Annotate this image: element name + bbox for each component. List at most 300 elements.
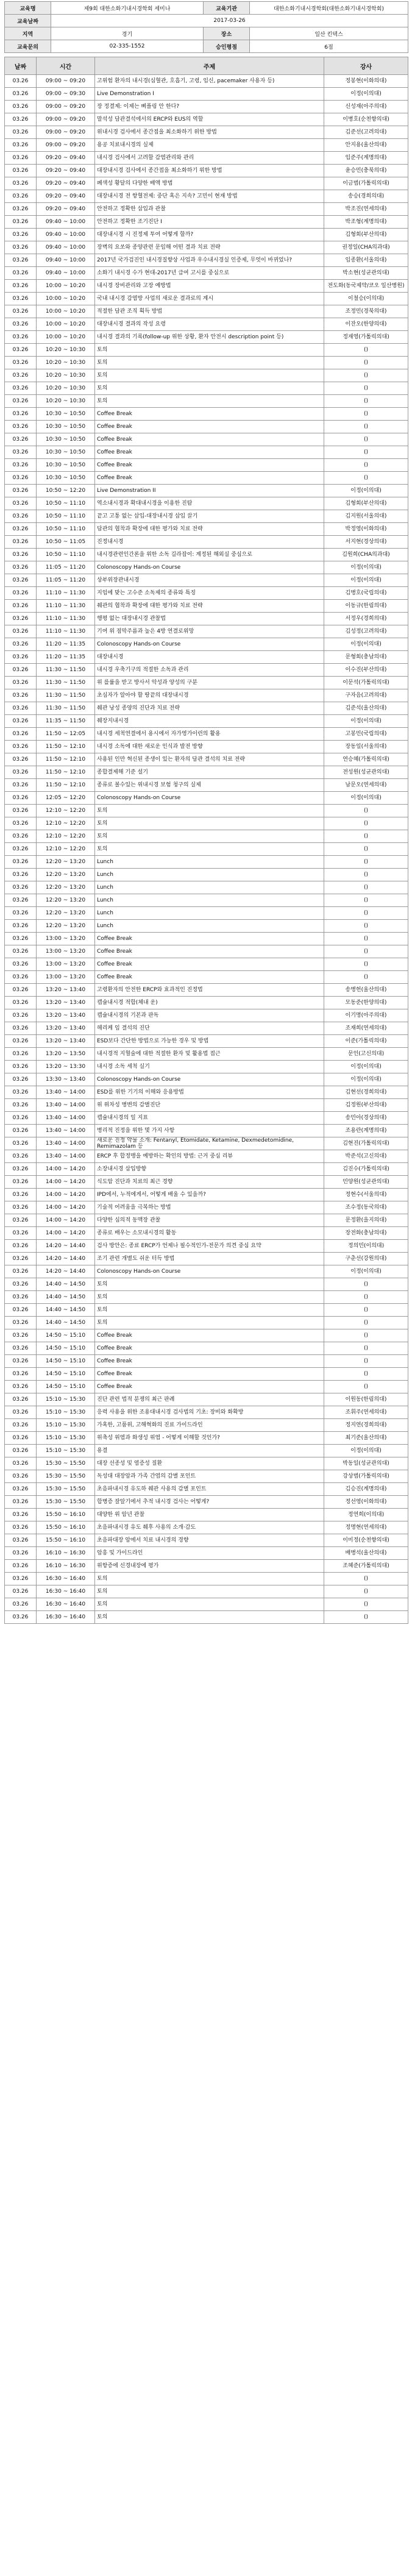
session-speaker: () xyxy=(324,856,408,869)
session-subject: 내시경 소독에 대한 새로운 인식과 발전 방향 xyxy=(95,741,324,753)
session-speaker: 송민아(경상의대) xyxy=(324,1112,408,1125)
schedule-row xyxy=(5,677,408,689)
session-speaker: () xyxy=(324,472,408,485)
session-date: 03.26 xyxy=(5,190,37,203)
info-row-region xyxy=(5,27,408,40)
session-subject: Coffee Break xyxy=(95,459,324,472)
session-time: 12:20 ~ 13:20 xyxy=(37,894,95,907)
schedule-row xyxy=(5,305,408,318)
session-date: 03.26 xyxy=(5,817,37,830)
session-time: 15:30 ~ 15:50 xyxy=(37,1457,95,1470)
session-date: 03.26 xyxy=(5,1150,37,1163)
session-subject: 가혹한, 고품위, 고해혁화의 진료 가이드라인 xyxy=(95,1419,324,1432)
session-speaker: 민양원(성균관의대) xyxy=(324,1176,408,1189)
session-time: 13:00 ~ 13:20 xyxy=(37,945,95,958)
session-speaker: 임준주(계명의대) xyxy=(324,152,408,165)
session-time: 15:50 ~ 16:10 xyxy=(37,1509,95,1521)
session-time: 09:00 ~ 09:20 xyxy=(37,126,95,139)
schedule-row xyxy=(5,1419,408,1432)
session-speaker: 정현수(서울의대) xyxy=(324,1189,408,1201)
session-speaker: 김승진(계명의대) xyxy=(324,1483,408,1496)
session-subject: Coffee Break xyxy=(95,1342,324,1355)
session-date: 03.26 xyxy=(5,254,37,267)
session-date: 03.26 xyxy=(5,1086,37,1099)
session-speaker: 최기준(울산의대) xyxy=(324,1432,408,1445)
session-date: 03.26 xyxy=(5,1137,37,1150)
schedule-row xyxy=(5,1201,408,1214)
session-subject: 토의 xyxy=(95,382,324,395)
session-subject: Lunch xyxy=(95,907,324,920)
session-speaker: 김원희(CHA의과대) xyxy=(324,549,408,561)
session-subject: 기여 위 점막주름과 높은 4방 연결로위망 xyxy=(95,625,324,638)
session-date: 03.26 xyxy=(5,600,37,613)
session-time: 16:30 ~ 16:40 xyxy=(37,1598,95,1611)
session-date: 03.26 xyxy=(5,497,37,510)
session-subject: IPD에서, 누적에게서, 어떻게 배울 수 있을까? xyxy=(95,1189,324,1201)
session-speaker: () xyxy=(324,1573,408,1585)
schedule-row xyxy=(5,280,408,293)
session-subject: 토의 xyxy=(95,1304,324,1317)
session-speaker: 박정영(이화의대) xyxy=(324,523,408,536)
session-subject: Colonoscopy Hands-on Course xyxy=(95,1073,324,1086)
institution-label: 교육기관 xyxy=(204,2,250,15)
session-time: 14:40 ~ 14:50 xyxy=(37,1278,95,1291)
session-subject: Lunch xyxy=(95,894,324,907)
schedule-row xyxy=(5,497,408,510)
session-speaker: 장동일(서울의대) xyxy=(324,741,408,753)
session-date: 03.26 xyxy=(5,945,37,958)
session-date: 03.26 xyxy=(5,689,37,702)
session-subject: 고령환자의 안전한 ERCP와 효과적인 진정법 xyxy=(95,984,324,997)
session-speaker: () xyxy=(324,369,408,382)
session-time: 09:20 ~ 09:40 xyxy=(37,165,95,177)
schedule-header-row xyxy=(5,57,408,75)
schedule-row xyxy=(5,817,408,830)
session-date: 03.26 xyxy=(5,792,37,805)
session-subject: 사용된 인만 혁신된 종생이 있는 환자의 담관 결석의 치료 전략 xyxy=(95,753,324,766)
session-subject: 대장내시경 결과의 작성 요령 xyxy=(95,318,324,331)
session-time: 09:20 ~ 09:40 xyxy=(37,152,95,165)
session-speaker: () xyxy=(324,421,408,433)
session-subject: 응력 사용을 위한 조용대내시경 검사법의 기초: 장비와 화확방 xyxy=(95,1406,324,1419)
session-time: 15:30 ~ 15:50 xyxy=(37,1496,95,1509)
session-time: 13:00 ~ 13:20 xyxy=(37,933,95,945)
session-speaker: 이기명(아주의대) xyxy=(324,1009,408,1022)
session-date: 03.26 xyxy=(5,1099,37,1112)
session-date: 03.26 xyxy=(5,1573,37,1585)
session-date: 03.26 xyxy=(5,241,37,254)
session-time: 11:30 ~ 11:50 xyxy=(37,689,95,702)
session-speaker: () xyxy=(324,1368,408,1381)
venue-value: 일산 킨텍스 xyxy=(250,27,408,40)
inquiry-value: 02-335-1552 xyxy=(51,40,204,53)
session-subject: 용결 xyxy=(95,1445,324,1457)
session-subject: 말석성 담관결석에서의 ERCP와 EUS의 역할 xyxy=(95,113,324,126)
schedule-row xyxy=(5,1035,408,1048)
session-date: 03.26 xyxy=(5,1009,37,1022)
session-date: 03.26 xyxy=(5,536,37,549)
schedule-row xyxy=(5,1150,408,1163)
schedule-row xyxy=(5,664,408,677)
session-subject: 담관의 협착과 확장에 대한 평가와 치료 전략 xyxy=(95,523,324,536)
schedule-body xyxy=(5,75,408,1624)
session-subject: 내시경 소독 세척 실기 xyxy=(95,1061,324,1073)
session-speaker: () xyxy=(324,1611,408,1624)
session-date: 03.26 xyxy=(5,830,37,843)
schedule-row xyxy=(5,1073,408,1086)
session-subject: 2017년 국가검진인 내시경질향상 사업과 우수내시경실 인증제, 무엇이 바뀌었나? xyxy=(95,254,324,267)
session-speaker: () xyxy=(324,459,408,472)
session-time: 09:20 ~ 09:40 xyxy=(37,177,95,190)
schedule-row xyxy=(5,702,408,715)
session-subject: 췌장지내시경 xyxy=(95,715,324,728)
session-speaker: 연승혜(가톨릭의대) xyxy=(324,753,408,766)
session-date: 03.26 xyxy=(5,165,37,177)
session-time: 10:30 ~ 10:50 xyxy=(37,421,95,433)
session-subject: 위항증에 신경내장에 평가 xyxy=(95,1560,324,1573)
session-date: 03.26 xyxy=(5,1355,37,1368)
session-date: 03.26 xyxy=(5,1227,37,1240)
session-time: 10:50 ~ 11:10 xyxy=(37,497,95,510)
session-subject: 내시경관련인간론을 위한 소독 길라잡이: 계정된 해외실 중심으로 xyxy=(95,549,324,561)
schedule-row xyxy=(5,1086,408,1099)
session-subject: 토의 xyxy=(95,1598,324,1611)
session-time: 10:30 ~ 10:50 xyxy=(37,433,95,446)
schedule-row xyxy=(5,958,408,971)
session-subject: Coffee Break xyxy=(95,958,324,971)
session-subject: Coffee Break xyxy=(95,472,324,485)
session-time: 16:10 ~ 16:30 xyxy=(37,1560,95,1573)
session-speaker: 구자음(고려의대) xyxy=(324,689,408,702)
session-time: 13:40 ~ 14:00 xyxy=(37,1086,95,1099)
session-speaker: 이정(이의대) xyxy=(324,485,408,497)
session-subject: 토의 xyxy=(95,1611,324,1624)
schedule-row xyxy=(5,1445,408,1457)
session-speaker: () xyxy=(324,1278,408,1291)
session-speaker: 전도화(동국제약/코오 일산병원) xyxy=(324,280,408,293)
session-subject: 토의 xyxy=(95,344,324,357)
schedule-row xyxy=(5,1317,408,1329)
schedule-row xyxy=(5,165,408,177)
session-time: 10:30 ~ 10:50 xyxy=(37,459,95,472)
session-time: 13:00 ~ 13:20 xyxy=(37,971,95,984)
session-speaker: 김병호(국립의대) xyxy=(324,587,408,600)
speaker-column-header: 강사 xyxy=(324,57,408,75)
schedule-row xyxy=(5,331,408,344)
session-time: 16:30 ~ 16:40 xyxy=(37,1585,95,1598)
session-speaker: 조정민(경북의대) xyxy=(324,305,408,318)
session-time: 09:00 ~ 09:30 xyxy=(37,88,95,101)
session-subject: 안전하고 정확한 삽입과 관찰 xyxy=(95,203,324,216)
session-date: 03.26 xyxy=(5,856,37,869)
session-time: 10:50 ~ 11:10 xyxy=(37,510,95,523)
session-date: 03.26 xyxy=(5,677,37,689)
session-date: 03.26 xyxy=(5,267,37,280)
session-date: 03.26 xyxy=(5,1073,37,1086)
schedule-row xyxy=(5,357,408,369)
session-time: 09:00 ~ 09:20 xyxy=(37,139,95,152)
schedule-row xyxy=(5,1393,408,1406)
session-speaker: 이준(가톨릭의대) xyxy=(324,1035,408,1048)
session-time: 13:40 ~ 14:00 xyxy=(37,1137,95,1150)
session-date: 03.26 xyxy=(5,459,37,472)
schedule-row xyxy=(5,1483,408,1496)
schedule-row xyxy=(5,1112,408,1125)
session-speaker: 서정우(경희의대) xyxy=(324,613,408,625)
schedule-row xyxy=(5,1137,408,1150)
schedule-row xyxy=(5,1022,408,1035)
session-date: 03.26 xyxy=(5,843,37,856)
schedule-row xyxy=(5,1611,408,1624)
session-date: 03.26 xyxy=(5,472,37,485)
session-speaker: () xyxy=(324,907,408,920)
session-time: 13:20 ~ 13:40 xyxy=(37,1022,95,1035)
session-speaker: 이정(이의대) xyxy=(324,574,408,587)
session-subject: 끝고 고통 없는 삽입-대장내시경 삽입 끌기 xyxy=(95,510,324,523)
session-subject: Coffee Break xyxy=(95,971,324,984)
schedule-row xyxy=(5,1125,408,1137)
session-subject: 토의 xyxy=(95,1573,324,1585)
session-speaker: () xyxy=(324,830,408,843)
session-speaker: 김준선(고려의대) xyxy=(324,126,408,139)
session-date: 03.26 xyxy=(5,1022,37,1035)
session-speaker: () xyxy=(324,395,408,408)
session-date: 03.26 xyxy=(5,933,37,945)
schedule-row xyxy=(5,536,408,549)
session-subject: 초음파내시경 유도하 췌관 사용의 감별 포인트 xyxy=(95,1483,324,1496)
schedule-row xyxy=(5,1509,408,1521)
session-date: 03.26 xyxy=(5,1265,37,1278)
session-speaker: 안지용(울산의대) xyxy=(324,139,408,152)
session-date: 03.26 xyxy=(5,971,37,984)
session-speaker: 이정(이의대) xyxy=(324,561,408,574)
session-date: 03.26 xyxy=(5,1406,37,1419)
session-speaker: 장전화(충남의대) xyxy=(324,1227,408,1240)
session-subject: 진정내시경 xyxy=(95,536,324,549)
session-speaker: () xyxy=(324,433,408,446)
session-date: 03.26 xyxy=(5,587,37,600)
session-subject: Colonoscopy Hands-on Course xyxy=(95,638,324,651)
session-speaker: () xyxy=(324,843,408,856)
session-time: 13:20 ~ 13:30 xyxy=(37,1061,95,1073)
session-subject: 헤리케 임 결석의 진단 xyxy=(95,1022,324,1035)
session-time: 12:10 ~ 12:20 xyxy=(37,830,95,843)
session-date: 03.26 xyxy=(5,1483,37,1496)
session-date: 03.26 xyxy=(5,561,37,574)
session-subject: 용공 치료내시경의 실제 xyxy=(95,139,324,152)
inquiry-label: 교육문의 xyxy=(5,40,51,53)
session-speaker: () xyxy=(324,344,408,357)
session-subject: Coffee Break xyxy=(95,1368,324,1381)
session-speaker: 조혜준(가톨릭의대) xyxy=(324,1560,408,1573)
session-date: 03.26 xyxy=(5,203,37,216)
schedule-row xyxy=(5,741,408,753)
session-time: 16:10 ~ 16:30 xyxy=(37,1547,95,1560)
session-time: 11:50 ~ 12:10 xyxy=(37,779,95,792)
region-label: 지역 xyxy=(5,27,51,40)
session-date: 03.26 xyxy=(5,523,37,536)
session-date: 03.26 xyxy=(5,984,37,997)
session-speaker: 이정(이의대) xyxy=(324,638,408,651)
session-subject: 내시경 결과의 기록(follow-up 위한 상황, 환자 안전시 description point 등) xyxy=(95,331,324,344)
session-speaker: 서지현(경상의대) xyxy=(324,536,408,549)
session-speaker: 이문석(가톨릭의대) xyxy=(324,677,408,689)
session-time: 11:20 ~ 11:35 xyxy=(37,651,95,664)
session-time: 10:00 ~ 10:20 xyxy=(37,280,95,293)
session-date: 03.26 xyxy=(5,779,37,792)
schedule-row xyxy=(5,1573,408,1585)
session-time: 10:50 ~ 11:10 xyxy=(37,549,95,561)
session-speaker: 전성원(성균관의대) xyxy=(324,766,408,779)
session-speaker: 김현선(경희의대) xyxy=(324,1086,408,1099)
session-date: 03.26 xyxy=(5,997,37,1009)
schedule-row xyxy=(5,689,408,702)
session-subject: 대장 선종성 및 염증성 질환 xyxy=(95,1457,324,1470)
session-date: 03.26 xyxy=(5,75,37,88)
session-subject: 지임에 맞는 고수준 소독제의 종류와 특징 xyxy=(95,587,324,600)
session-time: 10:20 ~ 10:30 xyxy=(37,395,95,408)
session-time: 12:10 ~ 12:20 xyxy=(37,805,95,817)
schedule-row xyxy=(5,369,408,382)
session-date: 03.26 xyxy=(5,1112,37,1125)
session-date: 03.26 xyxy=(5,1457,37,1470)
session-subject: 소장내시경 삽입방향 xyxy=(95,1163,324,1176)
session-subject: 초음파대장 암에서 치료 내시경의 경향 xyxy=(95,1534,324,1547)
schedule-row xyxy=(5,574,408,587)
session-date: 03.26 xyxy=(5,433,37,446)
session-date: 03.26 xyxy=(5,1611,37,1624)
schedule-row xyxy=(5,779,408,792)
session-subject: Coffee Break xyxy=(95,408,324,421)
session-speaker: () xyxy=(324,945,408,958)
schedule-row xyxy=(5,1189,408,1201)
session-speaker: () xyxy=(324,1355,408,1368)
session-time: 14:50 ~ 15:10 xyxy=(37,1342,95,1355)
session-speaker: 정봉현(이화의대) xyxy=(324,75,408,88)
session-time: 14:50 ~ 15:10 xyxy=(37,1381,95,1393)
session-speaker: () xyxy=(324,1381,408,1393)
session-speaker: 김형회(부산의대) xyxy=(324,229,408,241)
session-speaker: () xyxy=(324,881,408,894)
session-time: 14:00 ~ 14:20 xyxy=(37,1201,95,1214)
schedule-row xyxy=(5,203,408,216)
session-speaker: 이정(이의대) xyxy=(324,1061,408,1073)
session-speaker: () xyxy=(324,382,408,395)
session-subject: Coffee Break xyxy=(95,1381,324,1393)
session-subject: 위축성 위염과 화생성 위염 - 어떻게 이해할 것인가? xyxy=(95,1432,324,1445)
education-detail xyxy=(4,0,408,1624)
region-value: 경기 xyxy=(51,27,204,40)
schedule-row xyxy=(5,1585,408,1598)
session-subject: 대장내시경 시 진정제 투여 어떻게 할까? xyxy=(95,229,324,241)
session-subject: ERCP 후 합정맹을 예방하는 확인의 방법: 근거 중심 리뷰 xyxy=(95,1150,324,1163)
session-date: 03.26 xyxy=(5,88,37,101)
session-time: 15:50 ~ 16:10 xyxy=(37,1534,95,1547)
session-speaker: 조재희(연세의대) xyxy=(324,1022,408,1035)
session-time: 11:50 ~ 12:10 xyxy=(37,766,95,779)
schedule-row xyxy=(5,433,408,446)
session-speaker: 정의민(이의대) xyxy=(324,1240,408,1253)
session-subject: 조기 관련 개별도 쉬운 터득 방법 xyxy=(95,1253,324,1265)
session-subject: 내시경 검사에서 고려할 감염관리와 관리 xyxy=(95,152,324,165)
session-subject: 적절한 담관 조직 획득 방법 xyxy=(95,305,324,318)
session-subject: 초음파내시경 유도 췌후 사용의 소개·감도 xyxy=(95,1521,324,1534)
session-speaker: 박조형(계명의대) xyxy=(324,216,408,229)
session-subject: 역소내시경과 확대내시경을 이용한 진탐 xyxy=(95,497,324,510)
session-date: 03.26 xyxy=(5,510,37,523)
session-time: 10:50 ~ 11:10 xyxy=(37,523,95,536)
session-time: 12:20 ~ 13:20 xyxy=(37,907,95,920)
schedule-row xyxy=(5,267,408,280)
schedule-row xyxy=(5,1496,408,1509)
session-speaker: 이원동(한림의대) xyxy=(324,1393,408,1406)
session-speaker: 이수진(부산의대) xyxy=(324,664,408,677)
session-subject: 토의 xyxy=(95,1291,324,1304)
schedule-row xyxy=(5,1048,408,1061)
session-time: 14:40 ~ 14:50 xyxy=(37,1304,95,1317)
session-speaker: 정재영(가톨릭의대) xyxy=(324,331,408,344)
session-subject: Coffee Break xyxy=(95,1355,324,1368)
session-time: 13:40 ~ 14:00 xyxy=(37,1112,95,1125)
session-subject: 고위험 환자의 내시경(심혈관, 호흡기, 고령, 임신, pacemaker 사용자 등) xyxy=(95,75,324,88)
session-subject: 진단 관련 법적 분쟁의 최근 판례 xyxy=(95,1393,324,1406)
session-date: 03.26 xyxy=(5,369,37,382)
session-time: 13:40 ~ 14:00 xyxy=(37,1150,95,1163)
schedule-row xyxy=(5,1560,408,1573)
session-time: 12:05 ~ 12:20 xyxy=(37,792,95,805)
schedule-row xyxy=(5,139,408,152)
session-subject: 독성대 대장암과 가족 간염의 감별 포인트 xyxy=(95,1470,324,1483)
session-speaker: 구춘선(강원의대) xyxy=(324,1253,408,1265)
session-speaker: 박소현(성균관의대) xyxy=(324,267,408,280)
session-subject: 장 정결제: 이제는 삐플링 안 한다? xyxy=(95,101,324,113)
session-time: 14:50 ~ 15:10 xyxy=(37,1368,95,1381)
session-speaker: 김진수(가톨릭의대) xyxy=(324,1163,408,1176)
session-speaker: () xyxy=(324,933,408,945)
schedule-row xyxy=(5,446,408,459)
session-time: 13:20 ~ 13:40 xyxy=(37,1009,95,1022)
session-date: 03.26 xyxy=(5,318,37,331)
session-subject: 캡슐내시경의 기본과 판독 xyxy=(95,1009,324,1022)
info-table xyxy=(4,1,408,53)
session-date: 03.26 xyxy=(5,395,37,408)
session-date: 03.26 xyxy=(5,1342,37,1355)
session-date: 03.26 xyxy=(5,1048,37,1061)
schedule-row xyxy=(5,869,408,881)
session-speaker: () xyxy=(324,958,408,971)
schedule-row xyxy=(5,1342,408,1355)
session-time: 09:40 ~ 10:00 xyxy=(37,254,95,267)
session-time: 13:20 ~ 13:40 xyxy=(37,997,95,1009)
session-subject: 다양한 심의적 동맥장 관찰 xyxy=(95,1214,324,1227)
session-date: 03.26 xyxy=(5,894,37,907)
session-date: 03.26 xyxy=(5,229,37,241)
schedule-row xyxy=(5,216,408,229)
session-speaker: 조용란(계명의대) xyxy=(324,1125,408,1137)
session-speaker: 이금범(가톨릭의대) xyxy=(324,177,408,190)
session-subject: 폐색성 황달의 다양한 배액 방법 xyxy=(95,177,324,190)
session-date: 03.26 xyxy=(5,881,37,894)
session-date: 03.26 xyxy=(5,152,37,165)
info-row-course xyxy=(5,2,408,15)
schedule-row xyxy=(5,395,408,408)
session-speaker: 조수정(동국의대) xyxy=(324,1201,408,1214)
session-time: 09:40 ~ 10:00 xyxy=(37,229,95,241)
session-date: 03.26 xyxy=(5,1189,37,1201)
session-subject: Live Demonstration I xyxy=(95,88,324,101)
session-subject: 위 위차성 병변의 감별진단 xyxy=(95,1099,324,1112)
session-speaker: 김준석(울산의대) xyxy=(324,702,408,715)
